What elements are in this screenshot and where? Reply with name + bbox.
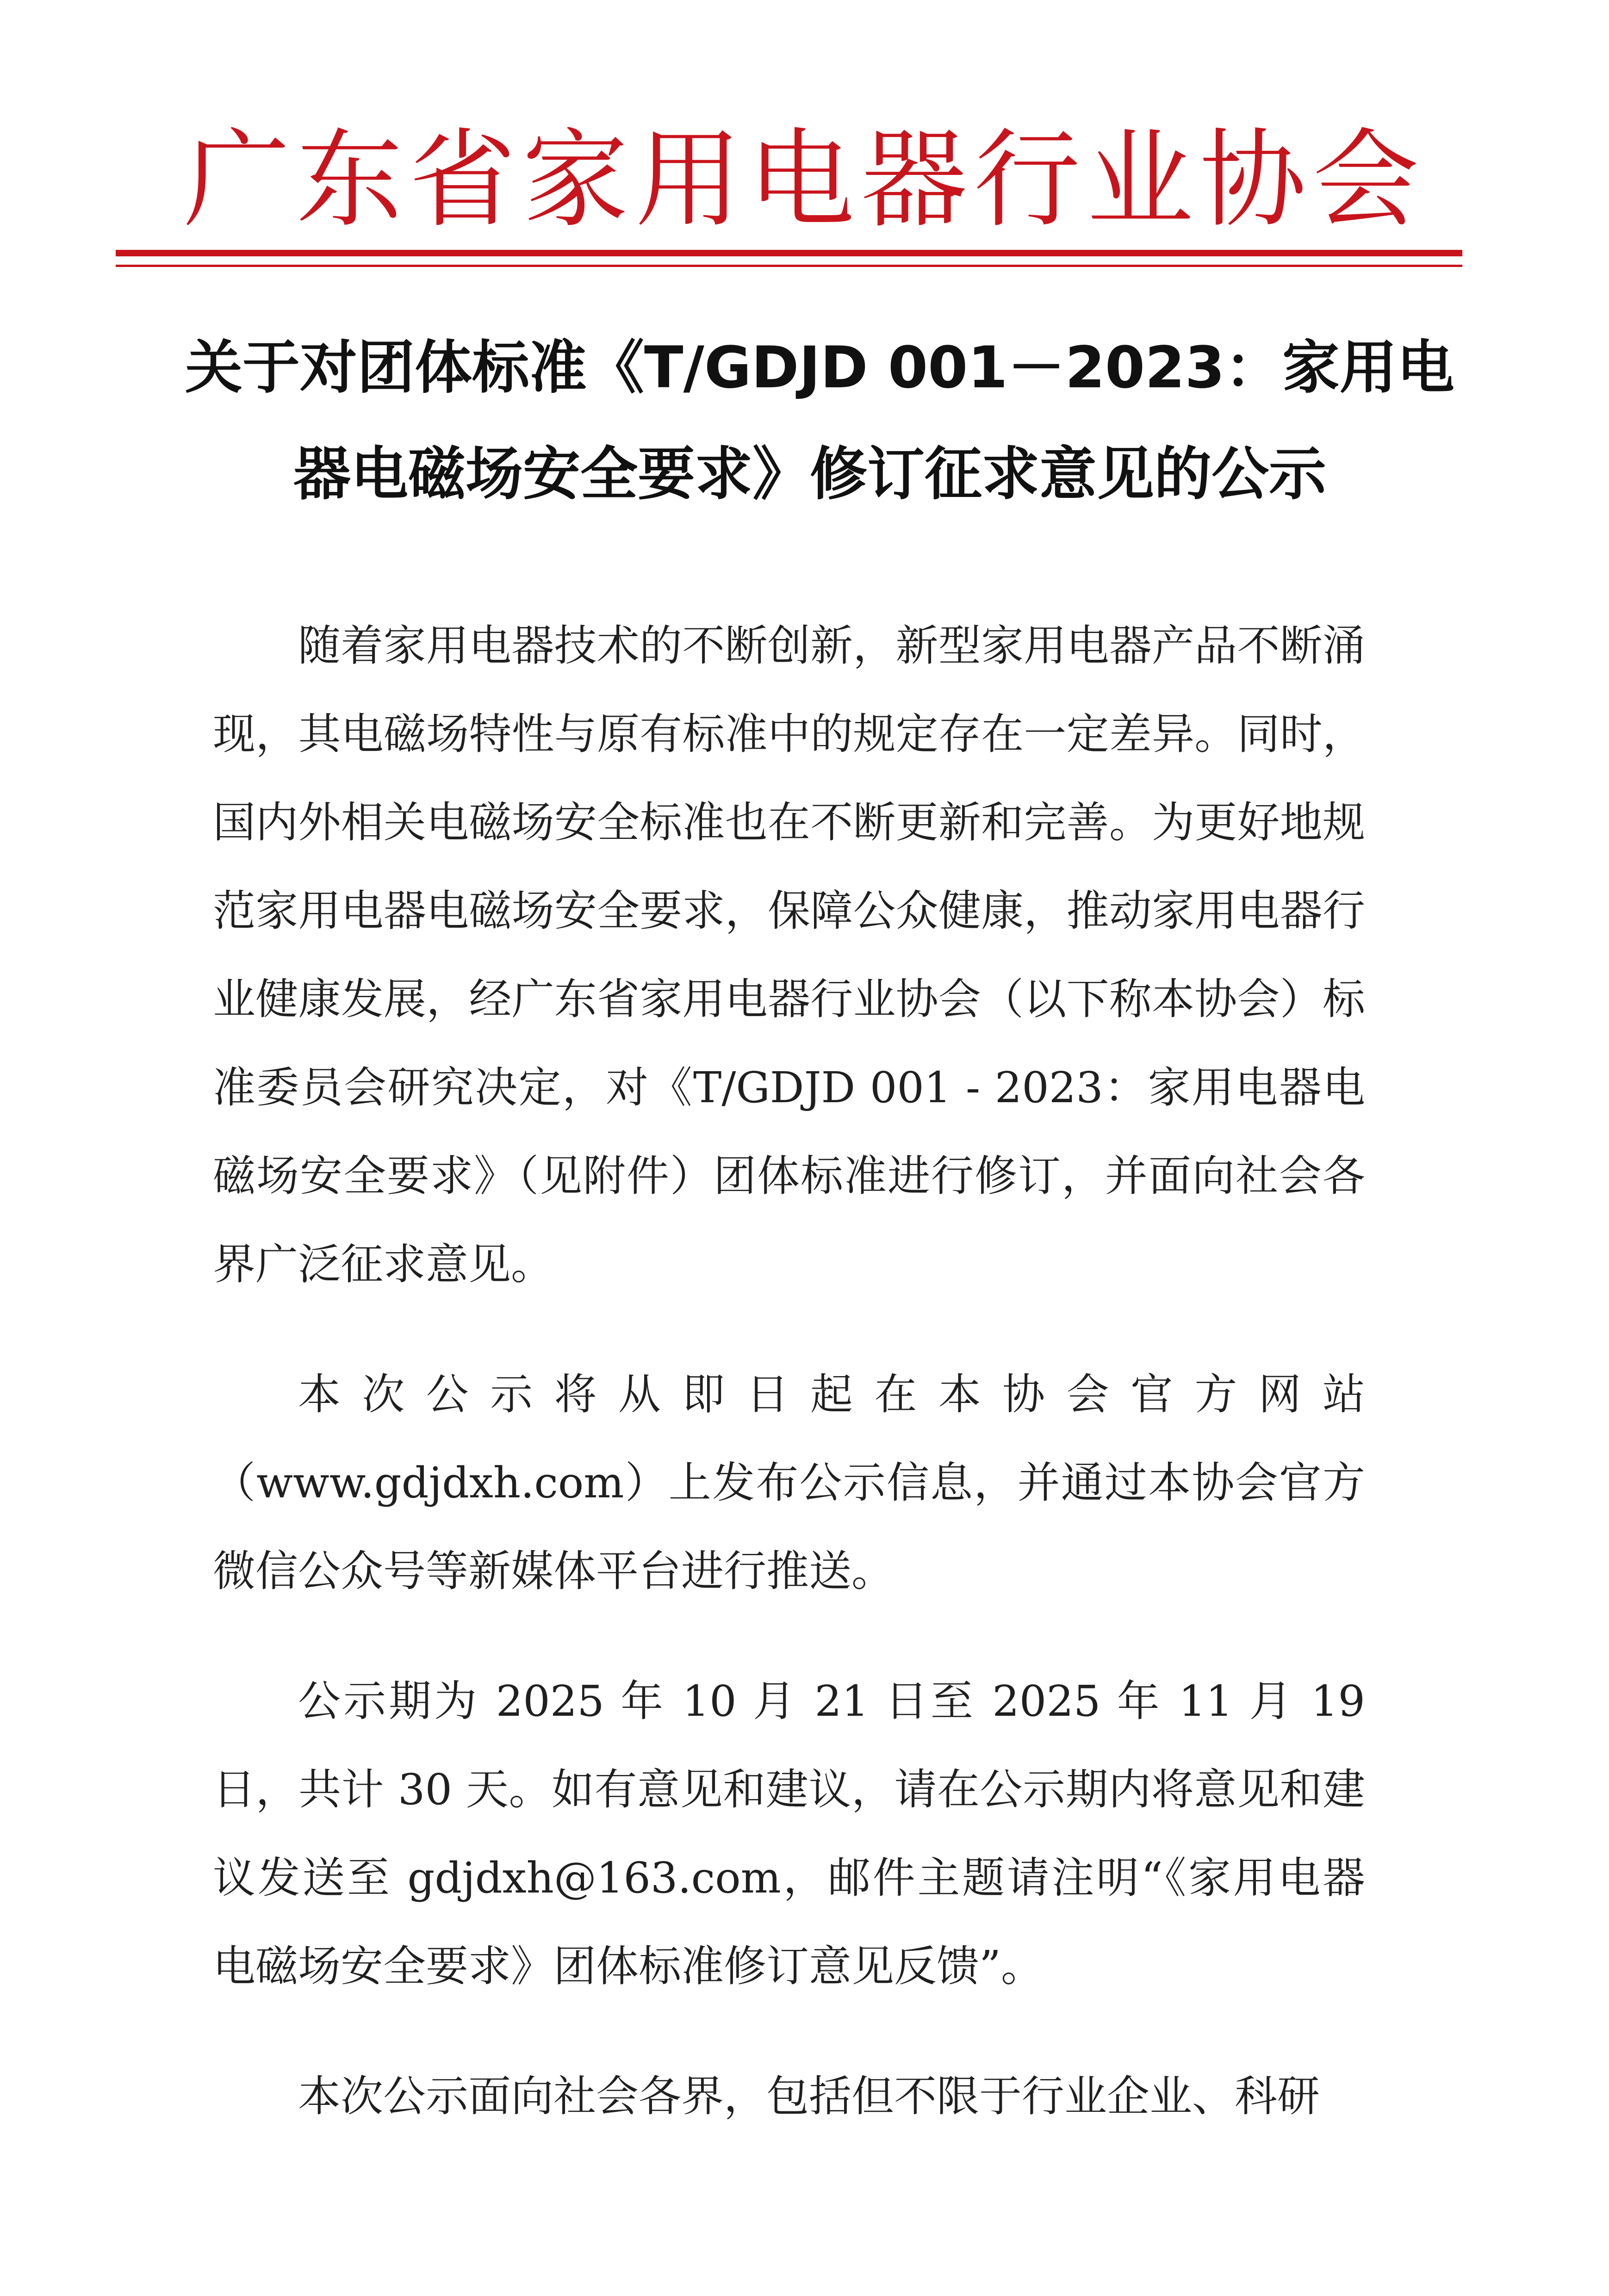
document-title-line-2: 器电磁场安全要求》修订征求意见的公示 [293,441,1326,508]
document-title [185,315,1454,527]
document-body [213,602,1365,2182]
body-paragraph-4: 本次公示面向社会各界，包括但不限于行业企业、科研 [298,2072,1320,2121]
body-paragraph-1: 随着家用电器技术的不断创新，新型家用电器产品不断涌现，其电磁场特性与原有标准中的规定存在一定差异。同时，国内外相关电磁场安全标准也在不断更新和完善。为更好地规范家用电器电磁场安全要求，保障公众健康，推动家用电器行业健康发展，经广东省家用电器行业协会（以下称本协会）标准委员会研究决定，对《T/GDJD 001 - 2023：家用电器电磁场安全要求》（见附件）团体标准进行修订，并面向社会各界广泛征求意见。 [213,621,1365,1289]
letterhead-org-name: 广东省家用电器行业协会 [183,118,1426,242]
letterhead-rule-thick [116,250,1462,256]
body-paragraph-2: 本次公示将从即日起在本协会官方网站（www.gdjdxh.com）上发布公示信息，并通过本协会官方微信公众号等新媒体平台进行推送。 [213,1370,1365,1596]
document-title-line-1: 关于对团体标准《T/GDJD 001－2023：家用电 [185,335,1454,401]
letterhead-rule-thin [116,265,1462,267]
body-paragraph-3: 公示期为 2025 年 10 月 21 日至 2025 年 11 月 19 日，共计 30 天。如有意见和建议，请在公示期内将意见和建议发送至 gdjdxh@163.com，邮件主题请注明“《家用电器电磁场安全要求》团体标准修订意见反馈”。 [213,1676,1365,1991]
